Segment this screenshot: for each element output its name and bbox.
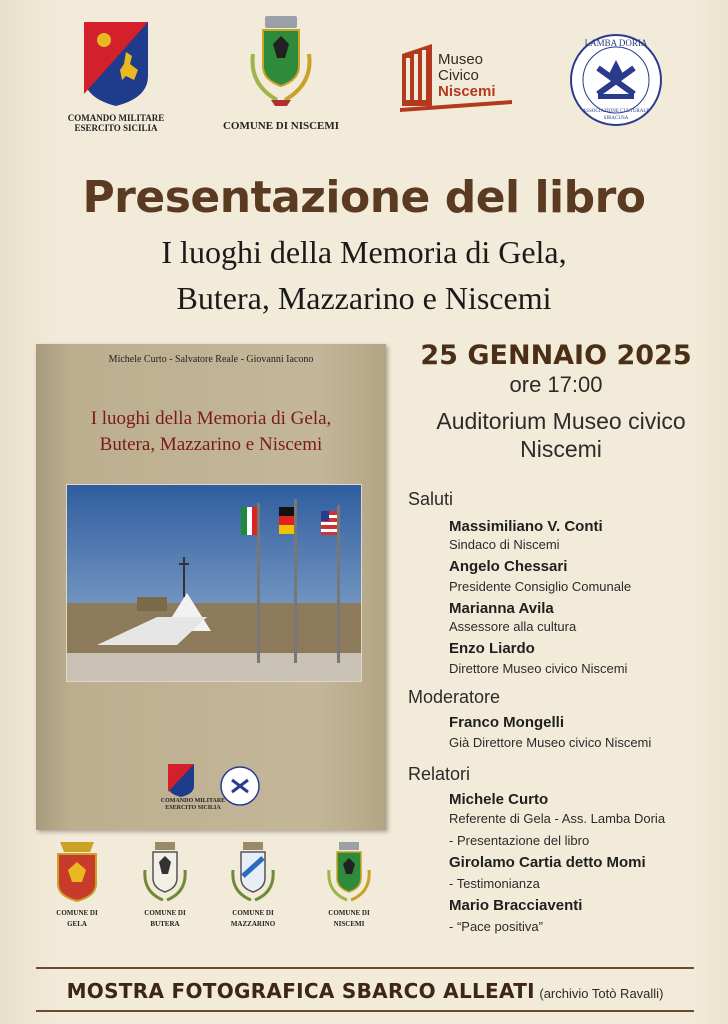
lamba-doria-emblem-icon [568, 32, 664, 128]
saluti-name-2: Angelo Chessari [449, 558, 568, 575]
comune-niscemi [304, 840, 394, 929]
niscemi-caption: COMUNE DI NISCEMI [222, 120, 340, 132]
book-cover [36, 344, 386, 830]
saluti-role-4: Direttore Museo civico Niscemi [449, 661, 628, 676]
comune-gela [32, 840, 122, 929]
footer-main-text: MOSTRA FOTOGRAFICA SBARCO ALLEATI [66, 979, 535, 1003]
section-relatori: Relatori [408, 764, 471, 784]
footer-banner [36, 979, 694, 1003]
book-authors: Michele Curto - Salvatore Reale - Giovanni Iacono [108, 354, 314, 365]
book-title [36, 406, 386, 458]
relatori-role-1b: - Presentazione del libro [449, 833, 590, 848]
saluti-role-1: Sindaco di Niscemi [449, 537, 560, 552]
comune-niscemi-line-2: NISCEMI [333, 920, 365, 928]
section-moderatore: Moderatore [408, 687, 501, 707]
gela-crest-icon [54, 840, 100, 902]
book-title-line-2: Butera, Mazzarino e Niscemi [99, 434, 323, 455]
lamba-top-text: LAMBA DORIA [584, 38, 648, 48]
comando-militare-logo [60, 18, 172, 133]
saluti-name-1: Massimiliano V. Conti [449, 518, 603, 535]
relatori-role-2: - Testimonianza [449, 876, 540, 891]
relatori-name-2: Girolamo Cartia detto Momi [449, 854, 646, 871]
comune-mazzarino-line-1: COMUNE DI [232, 909, 274, 917]
saluti-name-3: Marianna Avila [449, 600, 554, 617]
book-caption [148, 798, 238, 812]
relatori-name-1: Michele Curto [449, 791, 549, 808]
comando-militare-shield-icon [80, 18, 152, 108]
relatori-name-3: Mario Bracciaventi [449, 897, 583, 914]
moderatore-name: Franco Mongelli [449, 714, 565, 731]
subtitle-line-2: Butera, Mazzarino e Niscemi [176, 280, 552, 316]
comune-butera-line-1: COMUNE DI [144, 909, 186, 917]
museo-civico-columns-icon [398, 40, 516, 112]
event-venue-line-1: Auditorium Museo civico [436, 408, 686, 434]
moderatore-role: Già Direttore Museo civico Niscemi [449, 735, 652, 750]
mazzarino-crest-icon [225, 840, 281, 902]
footer-note: (archivio Totò Ravalli) [539, 986, 664, 1001]
event-date: 25 GENNAIO 2025 [420, 340, 692, 371]
book-comando-shield-icon [166, 762, 196, 798]
footer-rule-top [36, 967, 694, 969]
event-time: ore 17:00 [509, 372, 603, 397]
relatori-role-1: Referente di Gela - Ass. Lamba Doria [449, 811, 666, 826]
saluti-role-3: Assessore alla cultura [449, 619, 577, 634]
book-caption-1: COMANDO MILITARE [160, 798, 226, 804]
comando-caption-2: ESERCITO SICILIA [74, 123, 158, 133]
comune-butera-line-2: BUTERA [150, 920, 180, 928]
event-venue-line-2: Niscemi [520, 436, 602, 462]
book-cover-photo [66, 484, 362, 682]
footer-rule-bottom [36, 1010, 694, 1012]
comune-niscemi-logo [210, 14, 352, 131]
lamba-doria-logo [568, 32, 664, 128]
lamba-city-text: SIRACUSA [603, 116, 629, 121]
comune-gela-line-1: COMUNE DI [56, 909, 98, 917]
book-title-line-1: I luoghi della Memoria di Gela, [90, 408, 332, 429]
museo-line-1: Museo [438, 51, 484, 68]
book-caption-2: ESERCITO SICILIA [165, 805, 221, 811]
museo-civico-logo [398, 40, 516, 112]
comune-gela-line-2: GELA [67, 920, 87, 928]
museo-line-3: Niscemi [438, 83, 496, 100]
section-saluti: Saluti [408, 489, 454, 509]
niscemi-small-crest-icon [321, 840, 377, 902]
comando-caption-1: COMANDO MILITARE [67, 113, 165, 123]
memorial-flags-photo-icon [67, 485, 361, 681]
lamba-bottom-text: ASSOCIAZIONE CULTURALE [582, 109, 650, 114]
butera-crest-icon [137, 840, 193, 902]
subtitle-line-1: I luoghi della Memoria di Gela, [161, 234, 567, 270]
niscemi-coat-of-arms-icon [241, 14, 321, 110]
saluti-name-4: Enzo Liardo [449, 640, 535, 657]
saluti-role-2: Presidente Consiglio Comunale [449, 579, 632, 594]
page-title: Presentazione del libro [82, 172, 646, 223]
relatori-role-3: - “Pace positiva” [449, 919, 543, 934]
comune-mazzarino-line-2: MAZZARINO [230, 920, 276, 928]
comune-mazzarino [208, 840, 298, 929]
paper-edge-right [688, 0, 728, 1024]
comune-niscemi-line-1: COMUNE DI [328, 909, 370, 917]
comune-butera [120, 840, 210, 929]
museo-line-2: Civico [438, 67, 479, 84]
